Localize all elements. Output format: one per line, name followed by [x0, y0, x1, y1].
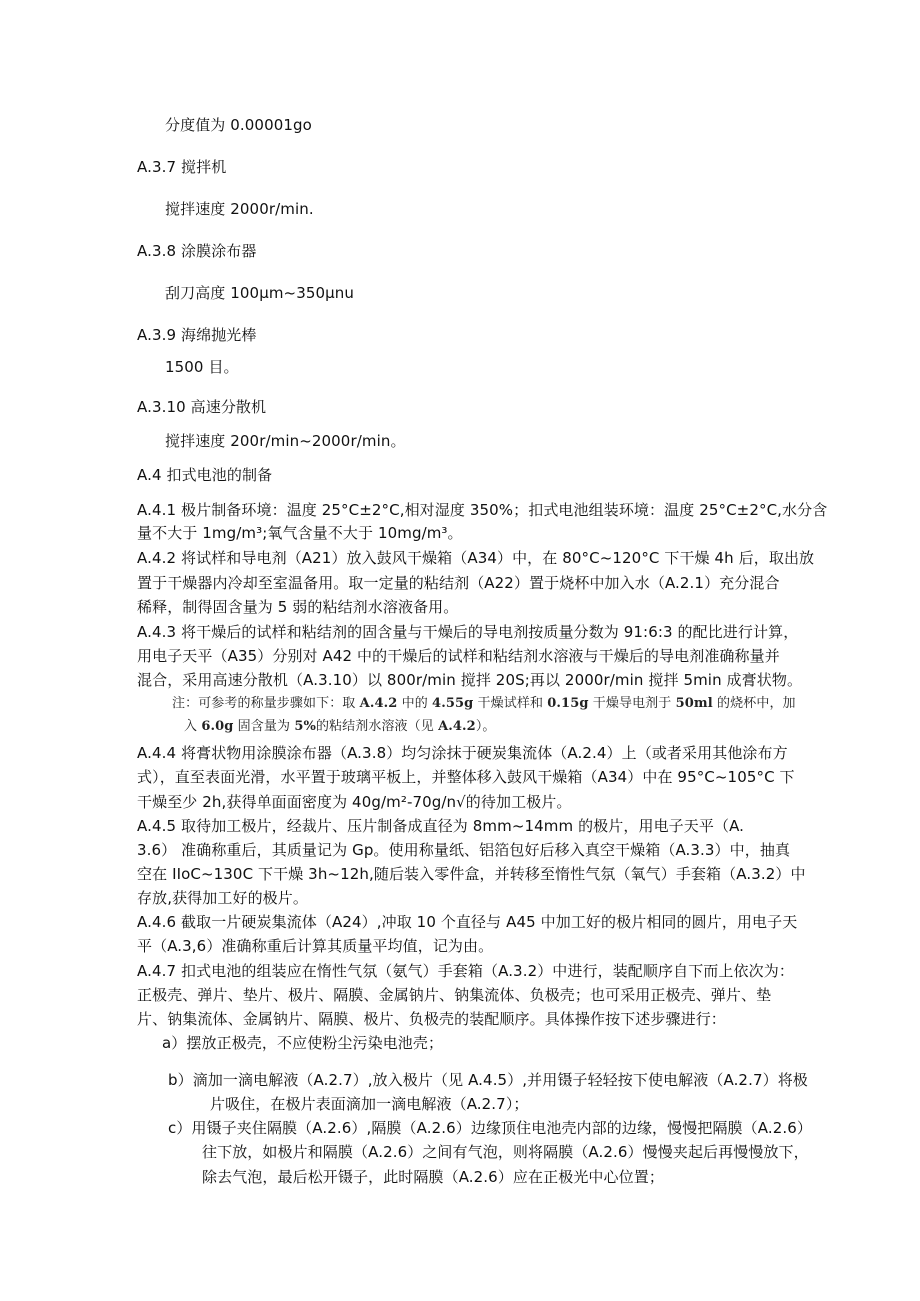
paragraph-line: 空在 IIoC~130C 下干燥 3h~12h,随后装入零件盒，并转移至惰性气氛（氧气）手套箱（A.3.2）中	[137, 865, 806, 883]
section-heading: A.4 扣式电池的制备	[137, 466, 273, 484]
list-item: c）用镊子夹住隔膜（A.2.6）,隔膜（A.2.6）边缘顶住电池壳内部的边缘，慢慢把隔膜（A.2.6）	[168, 1119, 812, 1137]
paragraph-line: A.4.1 极片制备环境：温度 25°C±2°C,相对湿度 350%；扣式电池组装环境：温度 25°C±2°C,水分含	[137, 501, 828, 519]
body-line: 搅拌速度 200r/min~2000r/min。	[165, 432, 406, 450]
body-line: 搅拌速度 2000r/min.	[165, 200, 314, 218]
list-item-continuation: 片吸住，在极片表面滴加一滴电解液（A.2.7）；	[210, 1095, 529, 1113]
paragraph-line: 3.6） 准确称重后，其质量记为 Gp。使用称量纸、铝箔包好后移入真空干燥箱（A.3.3）中，抽真	[137, 841, 791, 859]
paragraph-line: A.4.5 取待加工极片，经裁片、压片制备成直径为 8mm~14mm 的极片，用电子天平（A.	[137, 817, 745, 835]
body-line: 1500 目。	[165, 358, 239, 376]
note-line: 入 6.0g 固含量为 5%的粘结剂水溶液（见 A.4.2）。	[184, 719, 496, 734]
paragraph-line: A.4.6 截取一片硬炭集流体（A24）,冲取 10 个直径与 A45 中加工好的极片相同的圆片，用电子天	[137, 913, 798, 931]
paragraph-line: 式），直至表面光滑，水平置于玻璃平板上，并整体移入鼓风干燥箱（A34）中在 95°C~105°C 下	[137, 768, 795, 786]
paragraph-line: 混合，采用高速分散机（A.3.10）以 800r/min 搅拌 20S;再以 2000r/min 搅拌 5min 成膏状物。	[137, 671, 803, 689]
paragraph-line: 干燥至少 2h,获得单面面密度为 40g/m²-70g/n√的待加工极片。	[137, 793, 572, 811]
note-line: 注：可参考的称量步骤如下：取 A.4.2 中的 4.55g 干燥试样和 0.15g 干燥导电剂于 50ml 的烧杯中，加	[172, 696, 796, 711]
paragraph-line: A.4.3 将干燥后的试样和粘结剂的固含量与干燥后的导电剂按质量分数为 91:6:3 的配比进行计算，	[137, 623, 799, 641]
body-line: 分度值为 0.00001go	[165, 116, 312, 134]
list-item: a）摆放正极壳，不应使粉尘污染电池壳；	[162, 1034, 444, 1052]
paragraph-line: 正极壳、弹片、垫片、极片、隔膜、金属钠片、钠集流体、负极壳；也可采用正极壳、弹片、垫	[137, 986, 772, 1004]
list-item-continuation: 往下放，如极片和隔膜（A.2.6）之间有气泡，则将隔膜（A.2.6）慢慢夹起后再慢慢放下，	[202, 1143, 809, 1161]
body-line: 刮刀高度 100μm~350μnu	[165, 284, 355, 302]
paragraph-line: 存放,获得加工好的极片。	[137, 889, 308, 907]
list-item: b）滴加一滴电解液（A.2.7）,放入极片（见 A.4.5）,并用镊子轻轻按下使电解液（A.2.7）将极	[168, 1071, 808, 1089]
paragraph-line: 用电子天平（A35）分别对 A42 中的干燥后的试样和粘结剂水溶液与干燥后的导电剂准确称量并	[137, 647, 780, 665]
paragraph-line: 置于干燥器内冷却至室温备用。取一定量的粘结剂（A22）置于烧杯中加入水（A.2.1）充分混合	[137, 574, 780, 592]
section-heading: A.3.10 高速分散机	[137, 398, 267, 416]
paragraph-line: 平（A.3,6）准确称重后计算其质量平均值，记为由。	[137, 937, 494, 955]
section-heading: A.3.8 涂膜涂布器	[137, 242, 257, 260]
paragraph-line: A.4.7 扣式电池的组装应在惰性气氛（氨气）手套箱（A.3.2）中进行，装配顺序自下而上依次为：	[137, 962, 794, 980]
paragraph-line: A.4.4 将膏状物用涂膜涂布器（A.3.8）均匀涂抹于硬炭集流体（A.2.4）上（或者采用其他涂布方	[137, 744, 788, 762]
paragraph-line: A.4.2 将试样和导电剂（A21）放入鼓风干燥箱（A34）中，在 80°C~120°C 下干燥 4h 后，取出放	[137, 549, 815, 567]
paragraph-line: 量不大于 1mg/m³;氧气含量不大于 10mg/m³。	[137, 524, 463, 542]
section-heading: A.3.9 海绵抛光棒	[137, 326, 257, 344]
paragraph-line: 片、钠集流体、金属钠片、隔膜、极片、负极壳的装配顺序。具体操作按下述步骤进行：	[137, 1010, 726, 1028]
section-heading: A.3.7 搅拌机	[137, 158, 227, 176]
list-item-continuation: 除去气泡，最后松开镊子，此时隔膜（A.2.6）应在正极光中心位置；	[202, 1168, 664, 1186]
paragraph-line: 稀释，制得固含量为 5 弱的粘结剂水溶液备用。	[137, 598, 459, 616]
